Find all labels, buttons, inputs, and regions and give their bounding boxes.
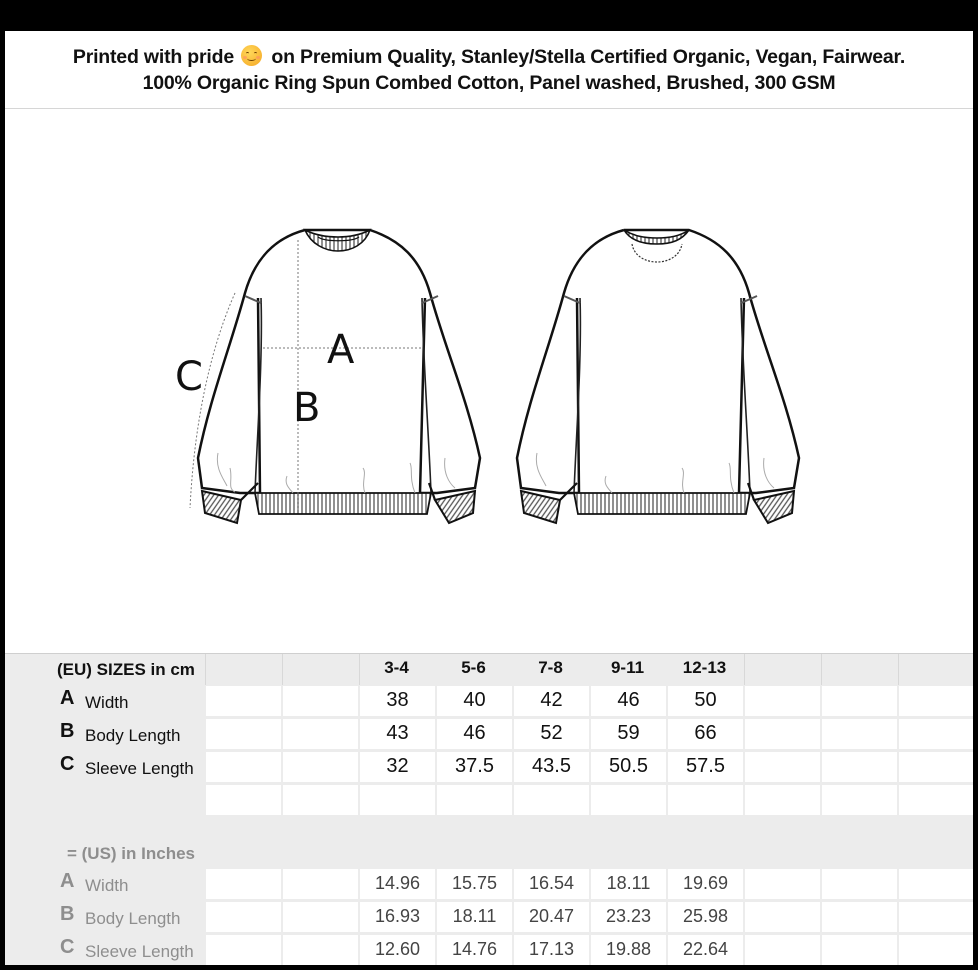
table-cell: [206, 785, 281, 815]
table-cell: [514, 785, 589, 815]
table-cell: [283, 752, 358, 782]
product-description-header: [5, 31, 973, 109]
size-value: 38: [386, 689, 409, 711]
table-cell: [745, 719, 820, 749]
grid-line: [898, 654, 899, 685]
size-value: 14.96: [374, 873, 421, 893]
measure-letter: B: [60, 903, 75, 925]
table-cell: [591, 785, 666, 815]
size-value: 46: [463, 722, 486, 744]
size-value: 12.60: [374, 939, 421, 959]
size-value: 32: [386, 755, 409, 777]
table-cell: [745, 935, 820, 965]
measure-letter: C: [60, 936, 75, 958]
measure-label: Body Length: [85, 909, 181, 928]
table-cell: [822, 869, 897, 899]
table-cell: [283, 902, 358, 932]
table-cell: [283, 869, 358, 899]
measure-letter: C: [60, 753, 75, 775]
size-value: 40: [463, 689, 486, 711]
size-value: 18.11: [452, 906, 497, 926]
table-cell: [899, 935, 974, 965]
table-cell: [206, 719, 281, 749]
sweatshirt-front-icon: [175, 230, 480, 523]
size-header: 5-6: [461, 658, 486, 677]
size-value: 19.88: [605, 939, 652, 959]
sweatshirt-diagram: [5, 108, 973, 653]
table-cell: [206, 686, 281, 716]
description-line-1: [5, 44, 973, 70]
quality-text: on Premium Quality, Stanley/Stella Certified Organic, Vegan, Fairwear.: [271, 46, 906, 68]
table-cell: [745, 752, 820, 782]
table-cell: [206, 902, 281, 932]
table-cell: [899, 785, 974, 815]
table-cell: [360, 785, 435, 815]
size-header: 9-11: [610, 658, 645, 677]
size-value: 37.5: [455, 755, 494, 777]
measure-label-a: A: [327, 327, 355, 373]
size-value: 23.23: [605, 906, 652, 926]
measure-label: Width: [85, 876, 129, 895]
size-value: 59: [617, 722, 640, 744]
table-cell: [745, 686, 820, 716]
table-cell: [899, 902, 974, 932]
table-cell: [822, 752, 897, 782]
table-cell: [206, 869, 281, 899]
size-value: 19.69: [682, 873, 729, 893]
size-value: 16.54: [528, 873, 575, 893]
sweatshirt-back-icon: [517, 230, 799, 523]
table-cell: [822, 719, 897, 749]
size-value: 20.47: [528, 906, 575, 926]
size-value: 52: [540, 722, 563, 744]
table-cell: [822, 785, 897, 815]
size-value: 42: [540, 689, 563, 711]
table-cell: [899, 686, 974, 716]
table-cell: [745, 902, 820, 932]
measure-label: Sleeve Length: [85, 942, 194, 961]
table-cell: [822, 902, 897, 932]
measure-label: Body Length: [85, 726, 181, 745]
table-cell: [822, 686, 897, 716]
pride-text: Printed with pride: [72, 46, 234, 68]
measure-letter: A: [60, 870, 75, 892]
measure-letter: A: [60, 687, 75, 709]
frame-border-bottom: [0, 965, 978, 970]
measure-label-c: C: [175, 354, 203, 400]
table-cell: [899, 719, 974, 749]
table-cell: [206, 752, 281, 782]
table-cell: [283, 785, 358, 815]
size-value: 66: [694, 722, 717, 744]
table-cell: [283, 686, 358, 716]
size-header: 3-4: [384, 658, 409, 677]
grid-line: [821, 654, 822, 685]
size-header: 12-13: [682, 658, 727, 677]
size-value: 50.5: [609, 755, 648, 777]
table-cell: [822, 935, 897, 965]
table-cell: [283, 935, 358, 965]
measure-label: Sleeve Length: [85, 759, 194, 778]
top-black-bar: [0, 0, 978, 31]
table-cell: [283, 719, 358, 749]
table-cell: [745, 869, 820, 899]
table-cell: [206, 935, 281, 965]
grid-line: [282, 654, 283, 685]
size-value: 17.13: [528, 939, 575, 959]
table-cell: [745, 785, 820, 815]
frame-border-left: [0, 0, 5, 970]
size-value: 46: [617, 689, 640, 711]
size-table: [5, 653, 973, 966]
table-cell: [437, 785, 512, 815]
measure-label: Width: [85, 693, 129, 712]
table-cell: [899, 752, 974, 782]
description-line-2: 100% Organic Ring Spun Combed Cotton, Panel washed, Brushed, 300 GSM: [142, 72, 836, 94]
size-header: 7-8: [538, 658, 563, 677]
size-value: 43.5: [532, 755, 571, 777]
size-value: 18.11: [606, 873, 651, 893]
size-value: 14.76: [451, 939, 498, 959]
us-table-title: = (US) in Inches: [67, 844, 195, 863]
size-value: 50: [694, 689, 717, 711]
measure-letter: B: [60, 720, 75, 742]
table-cell: [668, 785, 743, 815]
size-value: 25.98: [682, 906, 729, 926]
grid-line: [205, 654, 206, 685]
smiling-face-emoji-icon: [241, 45, 262, 66]
measure-label-b: B: [293, 385, 321, 431]
size-value: 57.5: [686, 755, 725, 777]
grid-line: [744, 654, 745, 685]
frame-border-right: [973, 0, 978, 970]
eu-table-title: (EU) SIZES in cm: [57, 660, 195, 679]
size-value: 15.75: [451, 873, 498, 893]
table-cell: [899, 869, 974, 899]
size-value: 43: [386, 722, 409, 744]
size-value: 16.93: [374, 906, 421, 926]
size-value: 22.64: [682, 939, 729, 959]
